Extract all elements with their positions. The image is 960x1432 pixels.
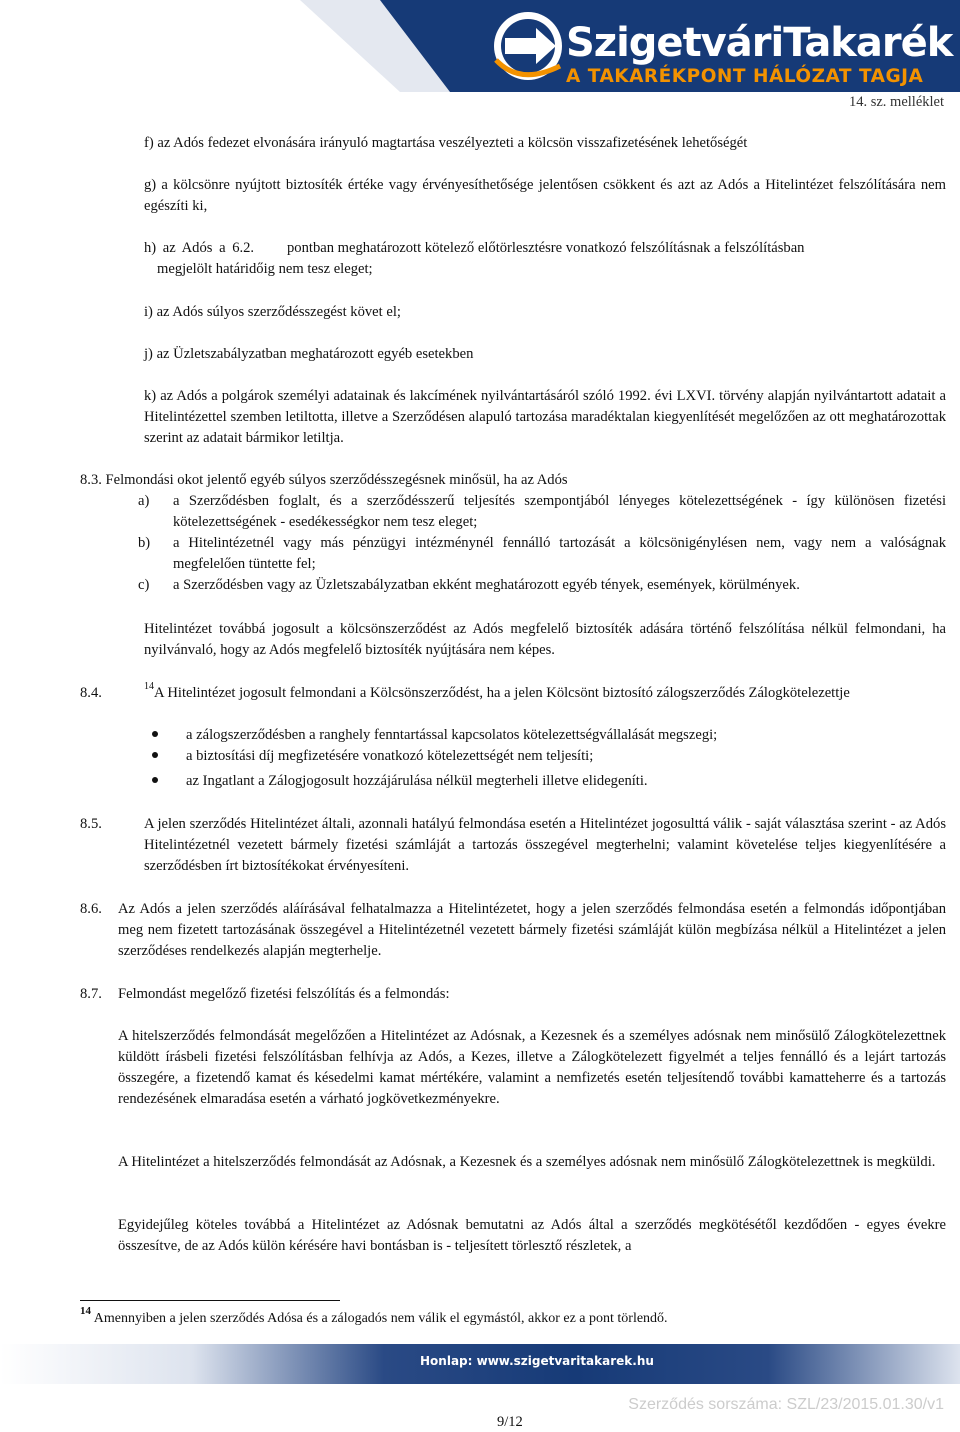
clause-j: j) az Üzletszabályzatban meghatározott egyéb esetekben: [144, 346, 474, 362]
arrow-swoosh-icon: [494, 12, 562, 80]
section-8-3-intro: 8.3. Felmondási okot jelentő egyéb súlyos szerződésszegésnek minősül, ha az Adós: [80, 472, 568, 488]
section-8-4-number: 8.4.: [80, 685, 102, 701]
section-8-3-a-label: a): [138, 493, 150, 509]
clause-i: i) az Adós súlyos szerződésszegést követ el;: [144, 304, 401, 320]
footnote-ref: 14: [144, 681, 154, 693]
section-8-7-number: 8.7.: [80, 986, 102, 1002]
section-8-4-bullet-3: az Ingatlant a Zálogjogosult hozzájárulása nélkül megterheli illetve elidegeníti.: [186, 773, 648, 789]
section-8-3-c: a Szerződésben vagy az Üzletszabályzatban ekként meghatározott egyéb tények, események, körülmények.: [173, 577, 800, 593]
logo-tagline: A TAKARÉKPONT HÁLÓZAT TAGJA: [566, 66, 924, 87]
section-8-4-text: A Hitelintézet jogosult felmondani a Kölcsönszerződést, ha a jelen Kölcsönt biztosító zálogszerződés Zálogkötelezettje: [154, 685, 850, 701]
section-8-6: Az Adós a jelen szerződés aláírásával felhatalmazza a Hitelintézetet, hogy a jelen szerződés felmondása esetén a felmondás időpontjában meg nem fizetett tartozásának összegével a Hitelintézetnél vezetett bármely fizetési számláját külön megbízása nélkül a Hitelintézet a jelen szerződéses rendelkezés alapján megterhelje.: [118, 901, 946, 959]
clause-f: f) az Adós fedezet elvonására irányuló magtartása veszélyezteti a kölcsön visszafizetésének lehetőségét: [144, 135, 748, 151]
section-8-3-b: a Hitelintézetnél vagy más pénzügyi intézménynél fennálló tartozását a kölcsönigénylésen nem, vagy nem a valóságnak megfelelően tüntette fel;: [173, 535, 946, 572]
section-8-5-number: 8.5.: [80, 816, 102, 832]
bullet-icon: [152, 777, 158, 783]
clause-h-lead: h) az Adós a 6.2.: [144, 240, 255, 256]
section-8-7-paragraph-3: Egyidejűleg köteles továbbá a Hitelintézet az Adósnak bemutatni az Adós által a szerződés megkötésétől kezdődően - egyes évekre összesítve, de az Adós külön kérésére havi bontásban is - teljesített törlesztő részletek, a: [118, 1217, 946, 1254]
page-number: 9/12: [497, 1414, 523, 1430]
footnote-text: Amennyiben a jelen szerződés Adósa és a zálogadós nem válik el egymástól, akkor ez a pont törlendő.: [93, 1311, 668, 1326]
section-8-4-bullet-1: a zálogszerződésben a ranghely fenntartással kapcsolatos kötelezettségvállalását megszegi;: [186, 727, 718, 743]
annex-label: 14. sz. melléklet: [848, 94, 944, 110]
footnote-divider: [80, 1300, 340, 1301]
section-8-7-paragraph-2: A Hitelintézet a hitelszerződés felmondását az Adósnak, a Kezesnek és a személyes adósnak nem minősülő Zálogkötelezettnek is megküldi.: [118, 1154, 936, 1170]
section-8-5: A jelen szerződés Hitelintézet általi, azonnali hatályú felmondása esetén a Hitelintézet jogosulttá válik - saját választása szerint - az Adós Hitelintézetnél vezetett bármely fizetési számláját a tartozás összegével megterhelni; valamint követelése teljes kiegyenlítésére a szerződésben írt biztosítékokat érvényesíteni.: [144, 816, 946, 874]
section-8-4: [144, 683, 946, 704]
page-header: [0, 0, 960, 92]
footnote-number: 14: [80, 1305, 91, 1318]
section-8-7-paragraph-1: A hitelszerződés felmondását megelőzően a Hitelintézet az Adósnak, a Kezesnek és a személyes adósnak nem minősülő Zálogkötelezettnek küldött írásbeli fizetési felszólításban felhívja az Adós, a Kezes, illetve a Zálogkötelezett figyelmét a teljes fennálló és a lejárt tartozás összegére, a fizetendő kamat és késedelmi kamat mértékére, valamint a nemfizetés esetén teljesítendő további kamatteherre és a tartozás rendezésének elmaradása esetén a várható jogkövetkezményekre.: [118, 1028, 946, 1107]
clause-g: g) a kölcsönre nyújtott biztosíték értéke vagy érvényesíthetősége jelentősen csökkent és azt az Adós a Hitelintézet felszólítására nem egészíti ki,: [144, 177, 946, 214]
section-8-3-c-label: c): [138, 577, 150, 593]
bullet-icon: [152, 752, 158, 758]
section-8-4-bullet-2: a biztosítási díj megfizetésére vonatkozó kötelezettségét nem teljesíti;: [186, 748, 594, 764]
footnote: [80, 1305, 946, 1329]
clause-h-continued: megjelölt határidőig nem tesz eleget;: [157, 261, 373, 277]
logo-wordmark: SzigetváriTakarék: [566, 20, 953, 66]
bullet-icon: [152, 731, 158, 737]
section-8-7-title: Felmondást megelőző fizetési felszólítás és a felmondás:: [118, 986, 450, 1002]
section-8-3-b-label: b): [138, 535, 151, 551]
contract-number: Szerződés sorszáma: SZL/23/2015.01.30/v1: [628, 1396, 944, 1413]
section-8-3-extra: Hitelintézet továbbá jogosult a kölcsönszerződést az Adós megfelelő biztosíték adására történő felszólítása nélkül felmondani, ha nyilvánvaló, hogy az Adós megfelelő biztosíték nyújtására nem képes.: [144, 621, 946, 658]
footer-website: Honlap: www.szigetvaritakarek.hu: [420, 1354, 654, 1368]
section-8-3-a: a Szerződésben foglalt, és a szerződésszerű teljesítés szempontjából lényeges kötelezettségének - így különösen fizetési kötelezettségének - esedékességkor nem tesz eleget;: [173, 493, 946, 530]
section-8-6-number: 8.6.: [80, 901, 102, 917]
clause-h: pontban meghatározott kötelező előtörlesztésre vonatkozó felszólításnak a felszólításban: [287, 240, 805, 256]
clause-k: k) az Adós a polgárok személyi adatainak és lakcímének nyilvántartásáról szóló 1992. évi LXVI. törvény alapján nyilvántartott adatait a Hitelintézettel szemben letiltotta, illetve a Szerződésen alapuló tartozása maradéktalan kiegyenlítését megelőzően az ott meghatározottak szerint az adatait bármikor letiltja.: [144, 388, 946, 446]
